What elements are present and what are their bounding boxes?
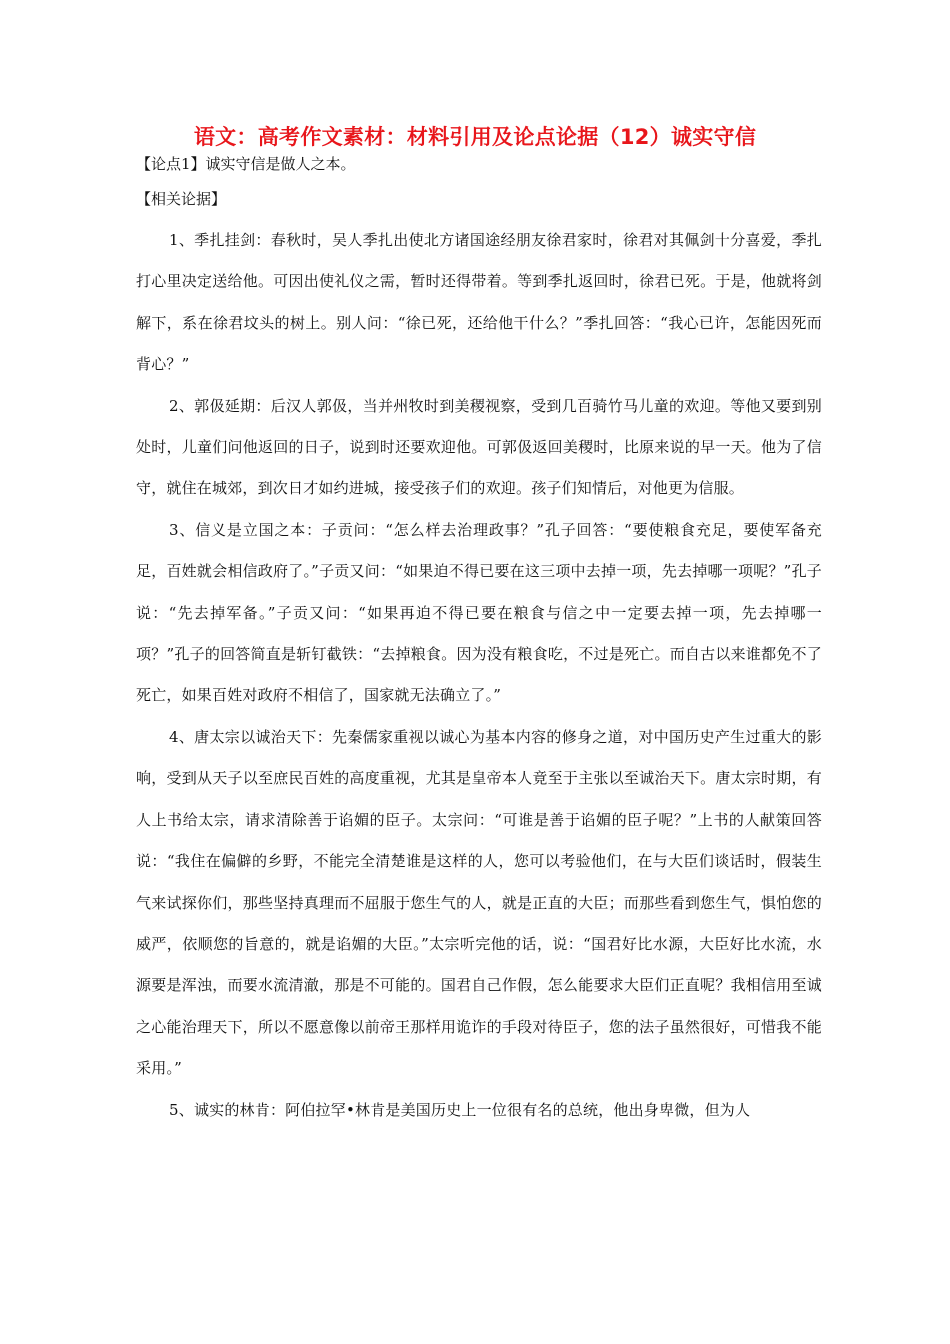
- paragraph-evidence-1: 1、季扎挂剑：春秋时，吴人季扎出使北方诸国途经朋友徐君家时，徐君对其佩剑十分喜爱，季扎打心里决定送给他。可因出使礼仪之需，暂时还得带着。等到季扎返回时，徐君已死。于是，他就将剑解下，系在徐君坟头的树上。别人问：“徐已死，还给他干什么？”季扎回答：“我心已许，怎能因死而背心？”: [136, 231, 822, 374]
- argument-point: 【论点1】诚实守信是做人之本。: [136, 155, 356, 173]
- evidence-heading: 【相关论据】: [136, 190, 227, 208]
- document-body: [136, 220, 822, 1131]
- paragraph-evidence-2: 2、郭伋延期：后汉人郭伋，当并州牧时到美稷视察，受到几百骑竹马儿童的欢迎。等他又要到别处时，儿童们问他返回的日子，说到时还要欢迎他。可郭伋返回美稷时，比原来说的早一天。他为了信守，就住在城郊，到次日才如约进城，接受孩子们的欢迎。孩子们知情后，对他更为信服。: [136, 396, 822, 498]
- paragraph-evidence-3: 3、信义是立国之本：子贡问：“怎么样去治理政事？”孔子回答：“要使粮食充足，要使军备充足，百姓就会相信政府了。”子贡又问：“如果迫不得已要在这三项中去掉一项，先去掉哪一项呢？”孔子说：“先去掉军备。”子贡又问：“如果再迫不得已要在粮食与信之中一定要去掉一项，先去掉哪一项？”孔子的回答简直是斩钉截铁：“去掉粮食。因为没有粮食吃，不过是死亡。而自古以来谁都免不了死亡，如果百姓对政府不相信了，国家就无法确立了。”: [136, 520, 822, 705]
- paragraph-evidence-5: 5、诚实的林肯：阿伯拉罕•林肯是美国历史上一位很有名的总统，他出身卑微，但为人: [169, 1100, 751, 1119]
- paragraph-evidence-4: 4、唐太宗以诚治天下：先秦儒家重视以诚心为基本内容的修身之道，对中国历史产生过重大的影响，受到从天子以至庶民百姓的高度重视，尤其是皇帝本人竟至于主张以至诚治天下。唐太宗时期，有人上书给太宗，请求清除善于谄媚的臣子。太宗问：“可谁是善于谄媚的臣子呢？”上书的人献策回答说：“我住在偏僻的乡野，不能完全清楚谁是这样的人，您可以考验他们，在与大臣们谈话时，假装生气来试探你们，那些坚持真理而不屈服于您生气的人，就是正直的大臣；而那些看到您生气，惧怕您的威严，依顺您的旨意的，就是谄媚的大臣。”太宗听完他的话，说：“国君好比水源，大臣好比水流，水源要是浑浊，而要水流清澈，那是不可能的。国君自己作假，怎么能要求大臣们正直呢？我相信用至诚之心能治理天下，所以不愿意像以前帝王那样用诡诈的手段对待臣子，您的法子虽然很好，可惜我不能采用。”: [136, 727, 822, 1078]
- document-title: 语文：高考作文素材：材料引用及论点论据（12）诚实守信: [193, 125, 757, 149]
